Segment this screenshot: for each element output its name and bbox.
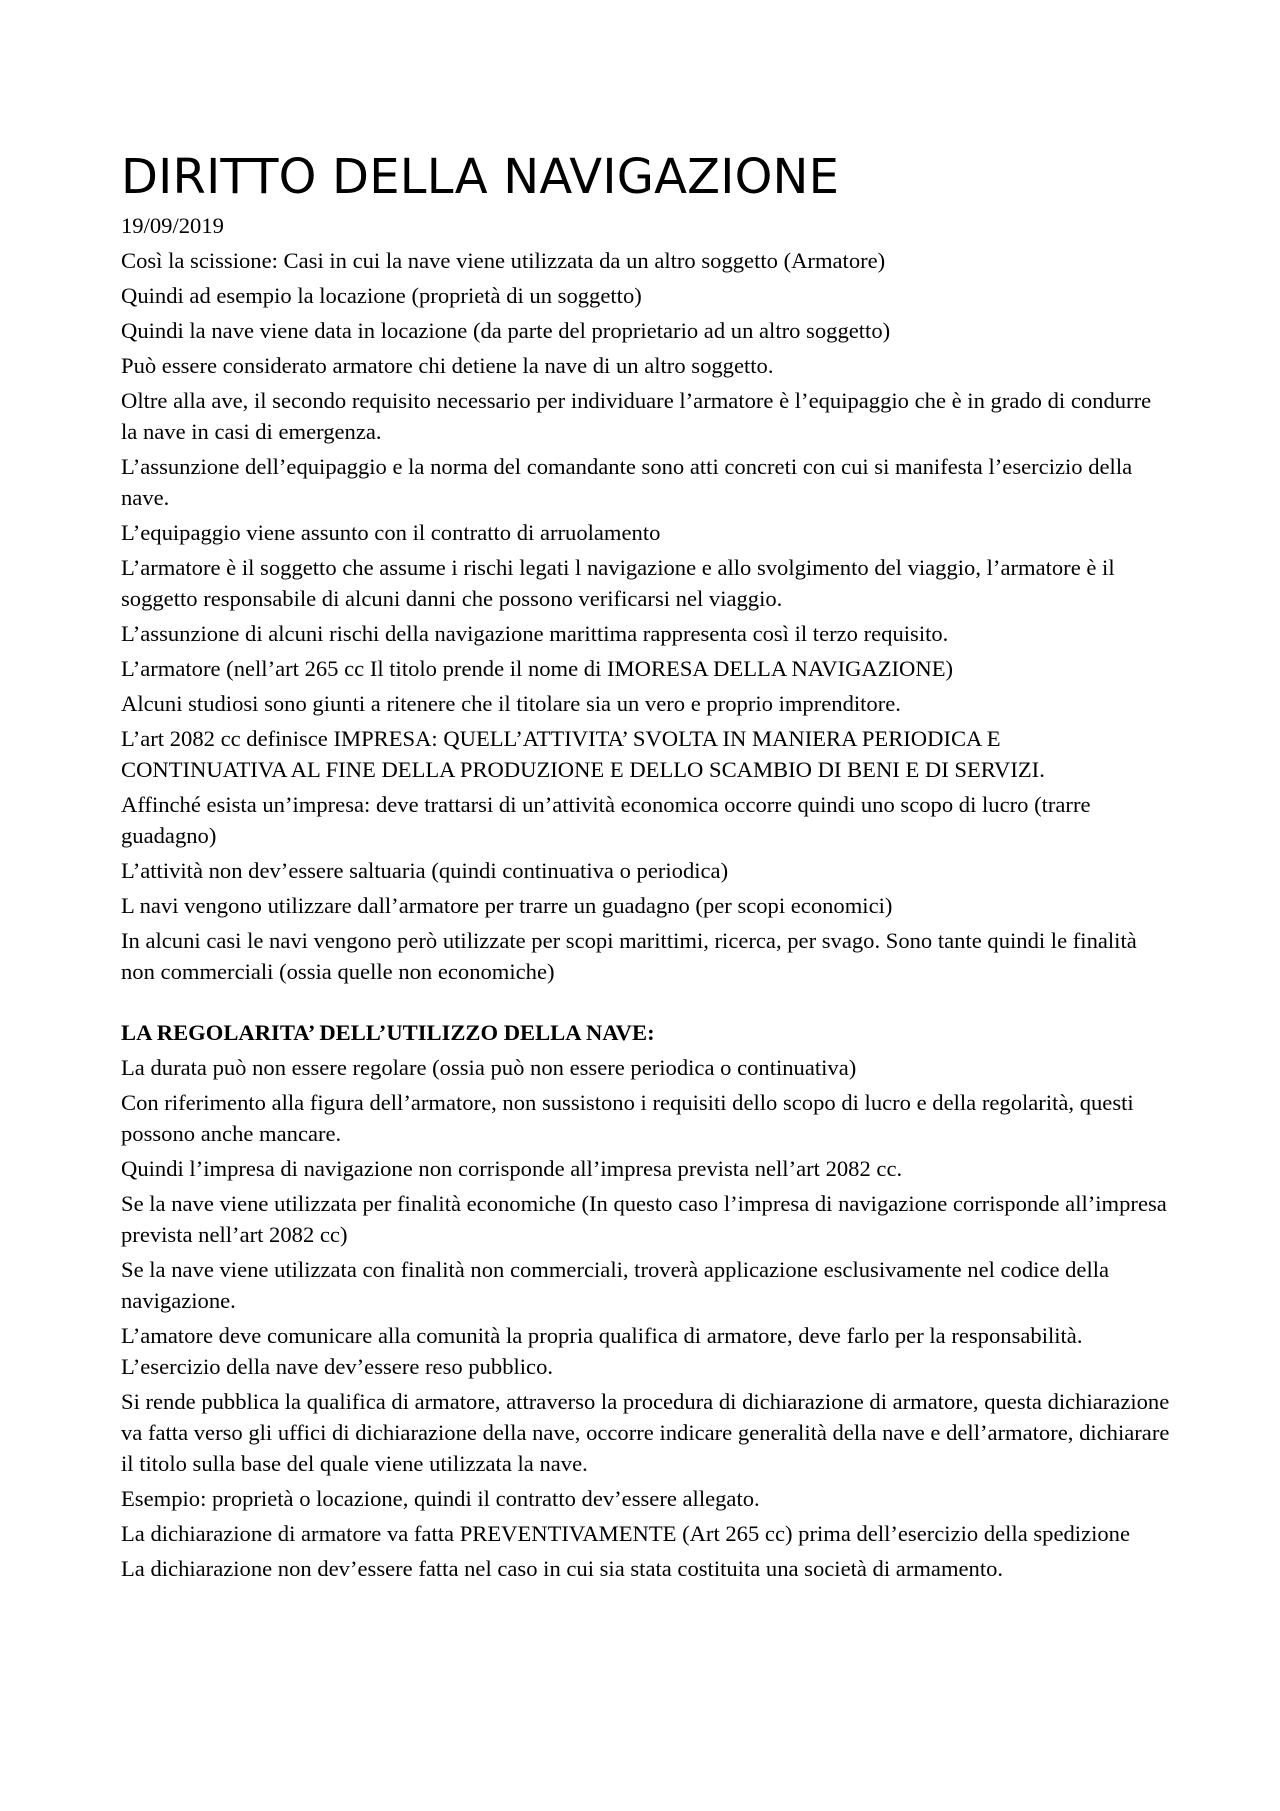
paragraph: L’assunzione dell’equipaggio e la norma del comandante sono atti concreti con cui si manifesta l’esercizio della nave.: [121, 454, 1133, 510]
paragraph: Affinché esista un’impresa: deve trattarsi di un’attività economica occorre quindi uno scopo di lucro (trarre guadagno): [121, 792, 1091, 848]
paragraph: L’armatore è il soggetto che assume i rischi legati l navigazione e allo svolgimento del viaggio, l’armatore è il soggetto responsabile di alcuni danni che possono verificarsi nel viaggio.: [121, 555, 1115, 611]
paragraph: Quindi ad esempio la locazione (proprietà di un soggetto): [121, 283, 642, 308]
paragraph: Alcuni studiosi sono giunti a ritenere che il titolare sia un vero e proprio imprenditore.: [121, 691, 901, 716]
document-body: [121, 148, 1171, 1588]
paragraph: Oltre alla ave, il secondo requisito necessario per individuare l’armatore è l’equipaggio che è in grado di condurre la nave in casi di emergenza.: [121, 388, 1152, 444]
paragraph: La durata può non essere regolare (ossia può non essere periodica o continuativa): [121, 1055, 857, 1080]
paragraph: La dichiarazione di armatore va fatta PREVENTIVAMENTE (Art 265 cc) prima dell’esercizio della spedizione: [121, 1521, 1131, 1546]
paragraph: Si rende pubblica la qualifica di armatore, attraverso la procedura di dichiarazione di armatore, questa dichiarazione va fatta verso gli uffici di dichiarazione della nave, occorre indicare generalità della nave e dell’armatore, dichiarare il titolo sulla base del quale viene utilizzata la nave.: [121, 1389, 1170, 1476]
paragraph: La dichiarazione non dev’essere fatta nel caso in cui sia stata costituita una società di armamento.: [121, 1556, 1004, 1581]
paragraph: Quindi la nave viene data in locazione (da parte del proprietario ad un altro soggetto): [121, 318, 891, 343]
paragraph: Esempio: proprietà o locazione, quindi il contratto dev’essere allegato.: [121, 1486, 760, 1511]
document-title: DIRITTO DELLA NAVIGAZIONE: [121, 149, 840, 205]
paragraph: Se la nave viene utilizzata con finalità non commerciali, troverà applicazione esclusivamente nel codice della navigazione.: [121, 1257, 1110, 1313]
paragraph: Con riferimento alla figura dell’armatore, non sussistono i requisiti dello scopo di lucro e della regolarità, questi possono anche mancare.: [121, 1090, 1134, 1146]
paragraph: In alcuni casi le navi vengono però utilizzate per scopi marittimi, ricerca, per svago. Sono tante quindi le finalità non commerciali (ossia quelle non economiche): [121, 928, 1137, 984]
paragraph: Se la nave viene utilizzata per finalità economiche (In questo caso l’impresa di navigazione corrisponde all’impresa prevista nell’art 2082 cc): [121, 1191, 1167, 1247]
paragraph: Quindi l’impresa di navigazione non corrisponde all’impresa prevista nell’art 2082 cc.: [121, 1156, 903, 1181]
paragraph: Così la scissione: Casi in cui la nave viene utilizzata da un altro soggetto (Armatore): [121, 248, 886, 273]
paragraph: L’equipaggio viene assunto con il contratto di arruolamento: [121, 520, 661, 545]
paragraph: L’assunzione di alcuni rischi della navigazione marittima rappresenta così il terzo requisito.: [121, 621, 949, 646]
document-date: 19/09/2019: [121, 213, 224, 238]
paragraph: L navi vengono utilizzare dall’armatore per trarre un guadagno (per scopi economici): [121, 893, 893, 918]
paragraph: L’armatore (nell’art 265 cc Il titolo prende il nome di IMORESA DELLA NAVIGAZIONE): [121, 656, 954, 681]
section-heading: LA REGOLARITA’ DELL’UTILIZZO DELLA NAVE:: [121, 1020, 655, 1045]
paragraph: Può essere considerato armatore chi detiene la nave di un altro soggetto.: [121, 353, 774, 378]
paragraph: L’attività non dev’essere saltuaria (quindi continuativa o periodica): [121, 858, 729, 883]
paragraph: L’art 2082 cc definisce IMPRESA: QUELL’ATTIVITA’ SVOLTA IN MANIERA PERIODICA E CONTINUATIVA AL FINE DELLA PRODUZIONE E DELLO SCAMBIO DI BENI E DI SERVIZI.: [121, 726, 1045, 782]
paragraph: L’amatore deve comunicare alla comunità la propria qualifica di armatore, deve farlo per la responsabilità. L’esercizio della nave dev’essere reso pubblico.: [121, 1323, 1083, 1379]
